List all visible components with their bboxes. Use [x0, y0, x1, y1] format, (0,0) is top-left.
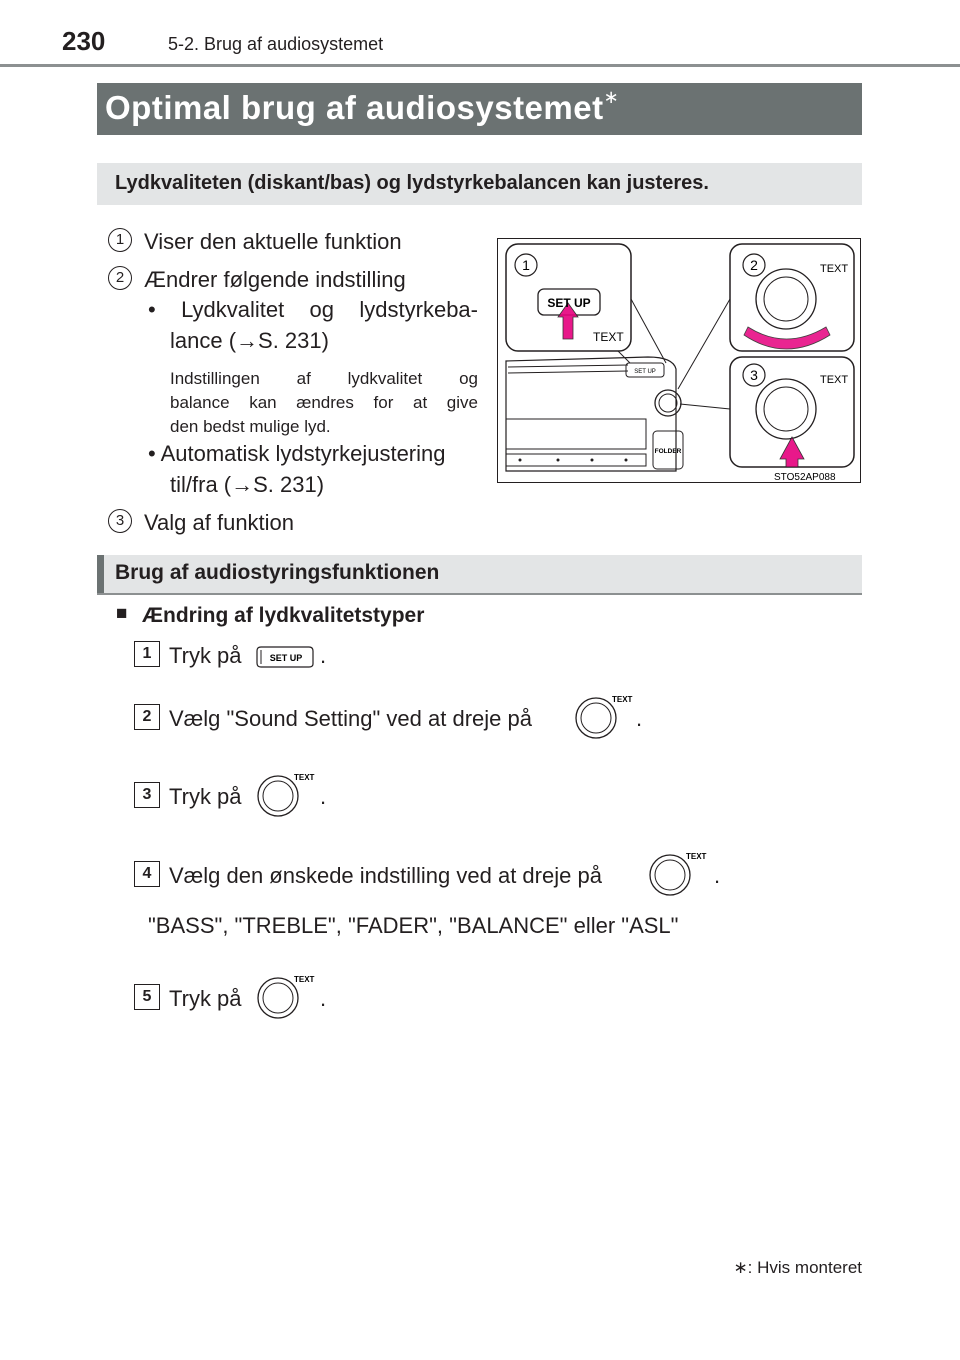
section-bar-title: Brug af audiostyringsfunktionen	[115, 561, 440, 584]
step-text-5: Tryk på	[169, 986, 242, 1011]
knob-text-label-5: TEXT	[294, 975, 315, 984]
figure-num-3: 3	[750, 367, 758, 383]
figure-setup-label: SET UP	[547, 296, 591, 310]
bullet-2-line-2: til/fra (→S. 231)	[170, 472, 325, 497]
callout-number-2: 2	[108, 266, 132, 290]
tune-knob-icon	[574, 692, 634, 740]
step-text-2: Vælg "Sound Setting" ved at dreje på	[169, 706, 532, 731]
step-number-5: 5	[134, 984, 160, 1010]
step-number-3: 3	[134, 782, 160, 808]
bullet-1-line-1: • Lydkvalitet og lydstyrkeba-	[148, 297, 478, 322]
step-number-2: 2	[134, 704, 160, 730]
step-end-2: .	[636, 706, 643, 731]
figure-setup-label-small: SET UP	[634, 369, 656, 375]
step-end-5: .	[320, 986, 327, 1011]
knob-text-label-4: TEXT	[686, 852, 707, 861]
knob-text-label-2: TEXT	[612, 695, 633, 704]
setup-button-icon	[255, 644, 315, 670]
step-end-3: .	[320, 784, 327, 809]
callout-number-1: 1	[108, 228, 132, 252]
step-number-1: 1	[134, 641, 160, 667]
footnote: ∗: Hvis monteret	[733, 1258, 862, 1277]
figure-folder-label: FOLDER	[654, 448, 682, 455]
step-end-4: .	[714, 863, 721, 888]
tune-knob-icon	[254, 770, 318, 818]
section-title: 5-2. Brug af audiosystemet	[168, 34, 384, 54]
callout-text-2: Ændrer følgende indstilling	[144, 267, 406, 292]
step-text-1: Tryk på	[169, 643, 242, 668]
title-footnote-mark: ∗	[603, 87, 620, 107]
note-line-1: Indstillingen af lydkvalitet og	[170, 369, 478, 388]
step-text-3: Tryk på	[169, 784, 242, 809]
section-bar-edge	[97, 555, 104, 593]
audio-panel-figure	[497, 238, 861, 483]
subheading-marker: ■	[116, 603, 128, 624]
figure-text-label-3: TEXT	[820, 374, 849, 386]
tune-knob-icon	[254, 972, 318, 1020]
bullet-2-line-1: • Automatisk lydstyrkejustering	[148, 441, 446, 466]
section-bar	[97, 555, 862, 595]
step-text-4: Vælg den ønskede indstilling ved at dreje på	[169, 863, 602, 888]
note-line-3: den bedst mulige lyd.	[170, 417, 331, 436]
page-title	[105, 89, 619, 127]
page-title-text: Optimal brug af audiosystemet	[105, 89, 604, 126]
note-line-2: balance kan ændres for at give	[170, 393, 478, 412]
bullet-1-line-2: lance (→S. 231)	[170, 328, 329, 353]
tune-knob-icon	[648, 849, 712, 897]
figure-text-label-1: TEXT	[593, 330, 624, 344]
setup-button-label: SET UP	[269, 653, 303, 663]
options-line: "BASS", "TREBLE", "FADER", "BALANCE" eller "ASL"	[148, 913, 679, 938]
figure-num-1: 1	[522, 257, 530, 273]
callout-number-3: 3	[108, 509, 132, 533]
intro-box	[97, 163, 862, 205]
audio-panel-illustration	[498, 239, 860, 482]
figure-text-label-2: TEXT	[820, 263, 849, 275]
page-number: 230	[62, 26, 106, 56]
callout-text-1: Viser den aktuelle funktion	[144, 229, 402, 254]
subheading: Ændring af lydkvalitetstyper	[142, 604, 425, 627]
step-number-4: 4	[134, 861, 160, 887]
page-title-bar	[97, 83, 862, 135]
figure-num-2: 2	[750, 257, 758, 273]
intro-text: Lydkvaliteten (diskant/bas) og lydstyrkebalancen kan justeres.	[115, 172, 709, 194]
knob-text-label-3: TEXT	[294, 773, 315, 782]
step-end-1: .	[320, 643, 327, 668]
callout-text-3: Valg af funktion	[144, 510, 295, 535]
header-divider	[0, 64, 960, 67]
figure-code: STO52AP088	[774, 472, 836, 482]
